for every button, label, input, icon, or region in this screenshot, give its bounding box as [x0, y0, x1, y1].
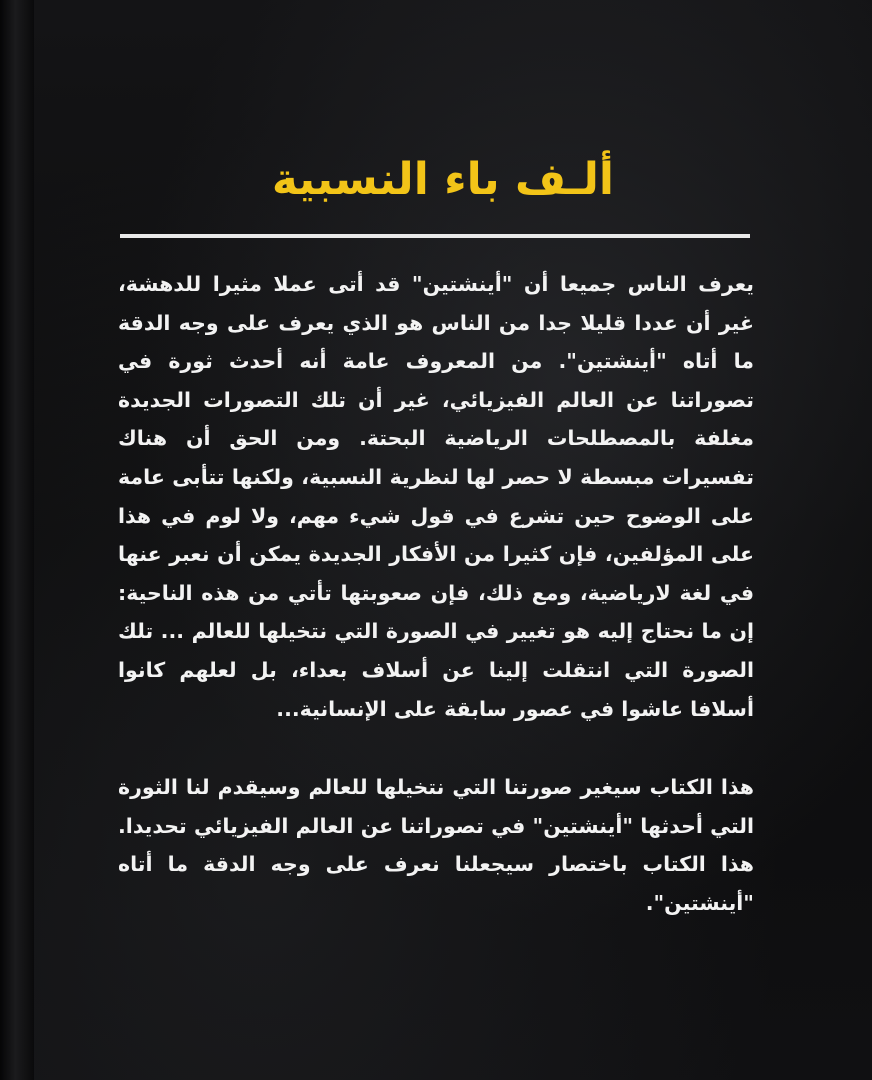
blurb-paragraph-1: يعرف الناس جميعا أن "أينشتين" قد أتى عملا مثيرا للدهشة، غير أن عددا قليلا جدا من الناس هو الذي يعرف على وجه الدقة ما أتاه "أينشتين". من المعروف عامة أنه أحدث ثورة في تصوراتنا عن العالم الفيزيائي، غير أن تلك التصورات الجديدة مغلفة بالمصطلحات الرياضية البحتة. ومن الحق أن هناك تفسيرات مبسطة لا حصر لها لنظرية النسبية، ولكنها تتأبى عامة على الوضوح حين تشرع في قول شيء مهم، ولا لوم في هذا على المؤلفين، فإن كثيرا من الأفكار الجديدة يمكن أن نعبر عنها في لغة لارياضية، ومع ذلك، فإن صعوبتها تأتي من هذه الناحية: إن ما نحتاج إليه هو تغيير في الصورة التي نتخيلها للعالم ... تلك الصورة التي انتقلت إلينا عن أسلاف بعداء، بل لعلهم كانوا أسلافا عاشوا في عصور سابقة على الإنسانية...: [118, 272, 754, 721]
title-divider: [120, 234, 750, 238]
blurb-paragraph-2: هذا الكتاب سيغير صورتنا التي نتخيلها للعالم وسيقدم لنا الثورة التي أحدثها "أينشتين" في تصوراتنا عن العالم الفيزيائي تحديدا. هذا الكتاب باختصار سيجعلنا نعرف على وجه الدقة ما أتاه "أينشتين".: [118, 775, 754, 915]
blurb: [118, 265, 754, 923]
spine-edge: [0, 0, 34, 1080]
book-title: ألـف باء النسبية: [271, 154, 614, 205]
